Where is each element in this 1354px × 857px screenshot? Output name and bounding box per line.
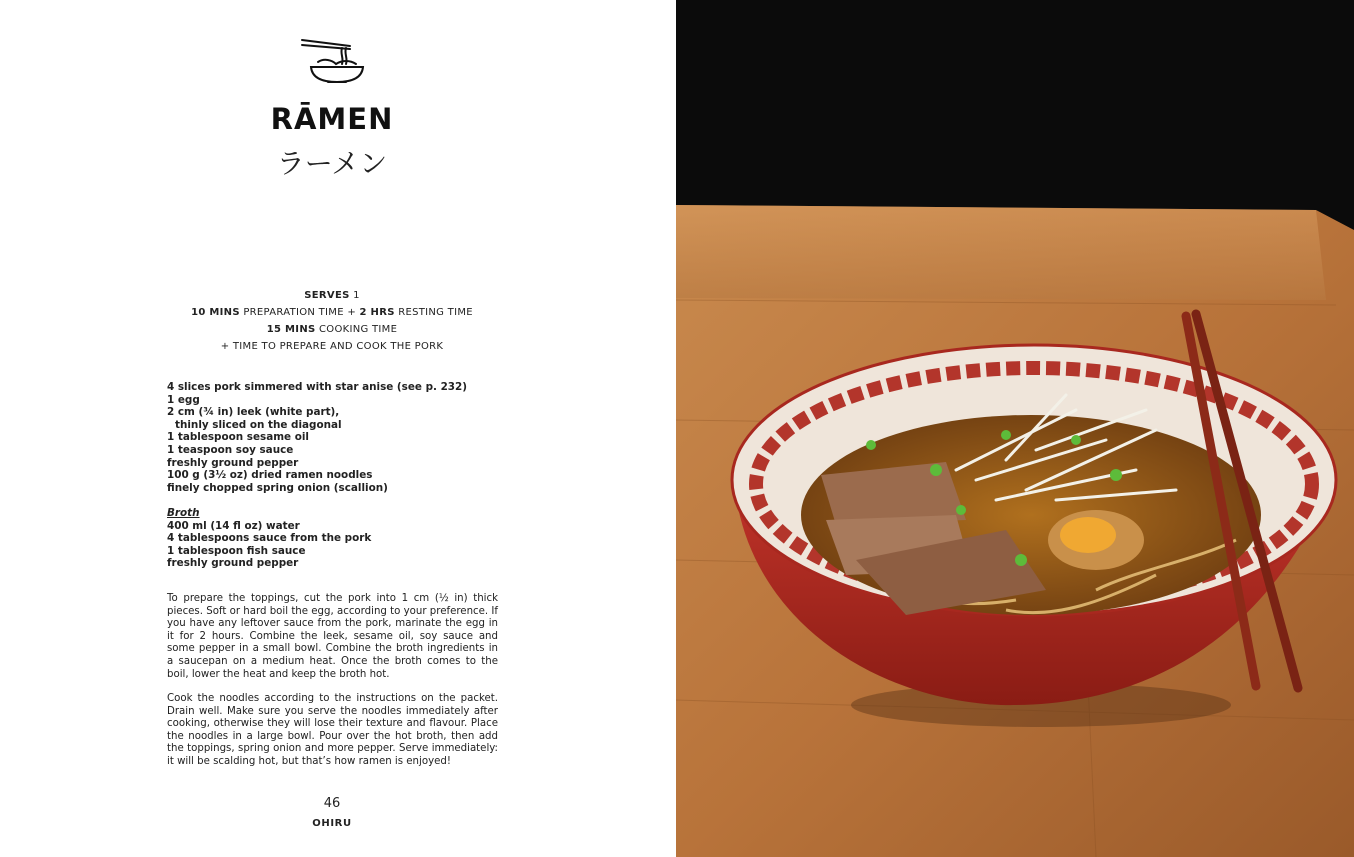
recipe-meta bbox=[0, 287, 664, 355]
prep-value: 10 MINS bbox=[191, 307, 240, 318]
book-title: OHIRU bbox=[312, 818, 352, 829]
photo-page bbox=[676, 0, 1354, 857]
serves-line bbox=[0, 287, 664, 304]
broth-item: freshly ground pepper bbox=[167, 557, 299, 570]
recipe-title-japanese: ラーメン bbox=[276, 147, 388, 180]
ingredient-item: 1 egg bbox=[167, 393, 200, 406]
ramen-bowl-icon bbox=[298, 36, 368, 86]
ingredient-item: 100 g (3½ oz) dried ramen noodles bbox=[167, 469, 373, 482]
broth-item: 4 tablespoons sauce from the pork bbox=[167, 532, 372, 545]
page-number: 46 bbox=[323, 796, 341, 811]
ingredient-item: finely chopped spring onion (scallion) bbox=[167, 481, 388, 494]
cook-label: COOKING TIME bbox=[318, 324, 398, 335]
broth-item: 400 ml (14 fl oz) water bbox=[167, 519, 300, 532]
ingredient-item: 1 tablespoon sesame oil bbox=[167, 431, 309, 444]
serves-value: 1 bbox=[353, 290, 360, 301]
recipe-title: RĀMEN bbox=[270, 102, 394, 136]
ingredient-item: 4 slices pork simmered with star anise (see p. 232) bbox=[167, 381, 468, 393]
ingredient-list bbox=[167, 381, 507, 570]
method-paragraph: Cook the noodles according to the instructions on the packet. Drain well. Make sure you serve the noodles immediately after cooking, otherwise they will lose their texture and flavour. Place the noodles in a large bowl. Pour over the hot broth, then add the toppings, spring onion and more pepper. Serve immediately: it will be scalding hot, but that’s how ramen is enjoyed! bbox=[167, 693, 498, 767]
rest-label: RESTING TIME bbox=[398, 307, 473, 318]
recipe-page bbox=[0, 0, 676, 857]
cook-value: 15 MINS bbox=[266, 324, 316, 335]
extra-time-line: + TIME TO PREPARE AND COOK THE PORK bbox=[220, 341, 444, 352]
cook-line bbox=[0, 321, 664, 338]
ingredient-item: 2 cm (¾ in) leek (white part), bbox=[167, 406, 340, 419]
serves-label: SERVES bbox=[304, 290, 350, 301]
ingredient-item: 1 teaspoon soy sauce bbox=[167, 443, 294, 456]
prep-label: PREPARATION TIME + bbox=[243, 307, 357, 318]
broth-item: 1 tablespoon fish sauce bbox=[167, 544, 306, 557]
rest-value: 2 HRS bbox=[359, 307, 395, 318]
method-paragraph: To prepare the toppings, cut the pork into 1 cm (½ in) thick pieces. Soft or hard boil the egg, according to your preference. If you have any leftover sauce from the pork, marinate the egg in it for 2 hours. Combine the leek, sesame oil, soy sauce and some pepper in a small bowl. Combine the broth ingredients in a saucepan on a medium heat. Once the broth comes to the boil, lower the heat and keep the broth hot. bbox=[167, 593, 498, 680]
ingredient-item: thinly sliced on the diagonal bbox=[175, 418, 342, 431]
ingredient-item: freshly ground pepper bbox=[167, 456, 299, 469]
prep-line bbox=[0, 304, 664, 321]
ramen-photo bbox=[676, 0, 1354, 857]
broth-heading: Broth bbox=[167, 506, 200, 519]
